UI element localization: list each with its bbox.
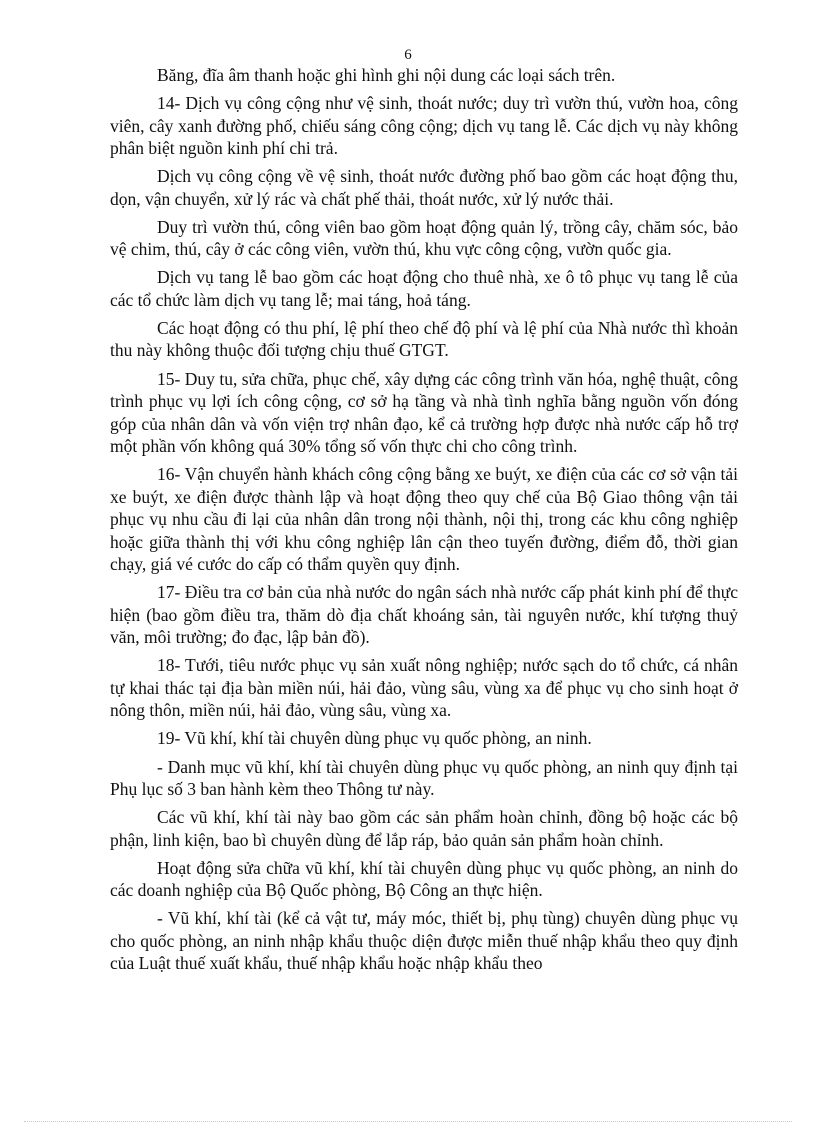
paragraph: 17- Điều tra cơ bản của nhà nước do ngân sách nhà nước cấp phát kinh phí để thực hiện (bao gồm điều tra, thăm dò địa chất khoáng sản, tài nguyên nước, khí tượng thuỷ văn, môi trường; đo đạc, lập bản đồ). bbox=[110, 582, 738, 648]
paragraph: Dịch vụ tang lễ bao gồm các hoạt động cho thuê nhà, xe ô tô phục vụ tang lễ của các tổ chức làm dịch vụ tang lễ; mai táng, hoả táng. bbox=[110, 267, 738, 310]
paragraph: 19- Vũ khí, khí tài chuyên dùng phục vụ quốc phòng, an ninh. bbox=[157, 728, 592, 749]
paragraph: - Vũ khí, khí tài (kể cả vật tư, máy móc, thiết bị, phụ tùng) chuyên dùng phục vụ cho quốc phòng, an ninh nhập khẩu thuộc diện được miễn thuế nhập khẩu theo quy định của Luật thuế xuất khẩu, thuế nhập khẩu hoặc nhập khẩu theo bbox=[110, 908, 738, 974]
paragraph: 14- Dịch vụ công cộng như vệ sinh, thoát nước; duy trì vườn thú, vườn hoa, công viên, cây xanh đường phố, chiếu sáng công cộng; dịch vụ tang lễ. Các dịch vụ này không phân biệt nguồn kinh phí chi trả. bbox=[110, 93, 738, 159]
paragraph: 16- Vận chuyển hành khách công cộng bằng xe buýt, xe điện của các cơ sở vận tải xe buýt, xe điện được thành lập và hoạt động theo quy chế của Bộ Giao thông vận tải phục vụ nhu cầu đi lại của nhân dân trong nội thành, nội thị, trong các khu công nghiệp hoặc giữa thành thị với khu công nghiệp lân cận theo tuyến đường, điểm đỗ, thời gian chạy, giá vé cước do cấp có thẩm quyền quy định. bbox=[110, 464, 738, 575]
paragraph: 18- Tưới, tiêu nước phục vụ sản xuất nông nghiệp; nước sạch do tổ chức, cá nhân tự khai thác tại địa bàn miền núi, hải đảo, vùng sâu, vùng xa để phục vụ cho sinh hoạt ở nông thôn, miền núi, hải đảo, vùng sâu, vùng xa. bbox=[110, 655, 738, 721]
page-number: 6 bbox=[404, 47, 412, 63]
paragraph: Băng, đĩa âm thanh hoặc ghi hình ghi nội dung các loại sách trên. bbox=[157, 65, 616, 85]
paragraph: Các hoạt động có thu phí, lệ phí theo chế độ phí và lệ phí của Nhà nước thì khoản thu này không thuộc đối tượng chịu thuế GTGT. bbox=[110, 317, 738, 361]
paragraph: Duy trì vườn thú, công viên bao gồm hoạt động quản lý, trồng cây, chăm sóc, bảo vệ chim, thú, cây ở các công viên, vườn thú, khu vực công cộng, vườn quốc gia. bbox=[110, 216, 738, 260]
paragraph: Dịch vụ công cộng về vệ sinh, thoát nước đường phố bao gồm các hoạt động thu, dọn, vận chuyển, xử lý rác và chất phế thải, thoát nước, xử lý nước thải. bbox=[110, 166, 738, 209]
paragraph: Hoạt động sửa chữa vũ khí, khí tài chuyên dùng phục vụ quốc phòng, an ninh do các doanh nghiệp của Bộ Quốc phòng, Bộ Công an thực hiện. bbox=[110, 857, 738, 901]
paragraph: 15- Duy tu, sửa chữa, phục chế, xây dựng các công trình văn hóa, nghệ thuật, công trình phục vụ lợi ích công cộng, cơ sở hạ tầng và nhà tình nghĩa bằng nguồn vốn đóng góp của nhân dân và vốn viện trợ nhân đạo, kể cả trường hợp được nhà nước cấp hỗ trợ một phần vốn không quá 30% tổng số vốn thực chi cho công trình. bbox=[110, 368, 738, 457]
paragraph: Các vũ khí, khí tài này bao gồm các sản phẩm hoàn chỉnh, đồng bộ hoặc các bộ phận, linh kiện, bao bì chuyên dùng để lắp ráp, bảo quản sản phẩm hoàn chỉnh. bbox=[110, 807, 738, 850]
paragraph: - Danh mục vũ khí, khí tài chuyên dùng phục vụ quốc phòng, an ninh quy định tại Phụ lục số 3 ban hành kèm theo Thông tư này. bbox=[110, 756, 738, 800]
document-body bbox=[110, 64, 738, 980]
page-bottom-divider bbox=[24, 1121, 792, 1122]
